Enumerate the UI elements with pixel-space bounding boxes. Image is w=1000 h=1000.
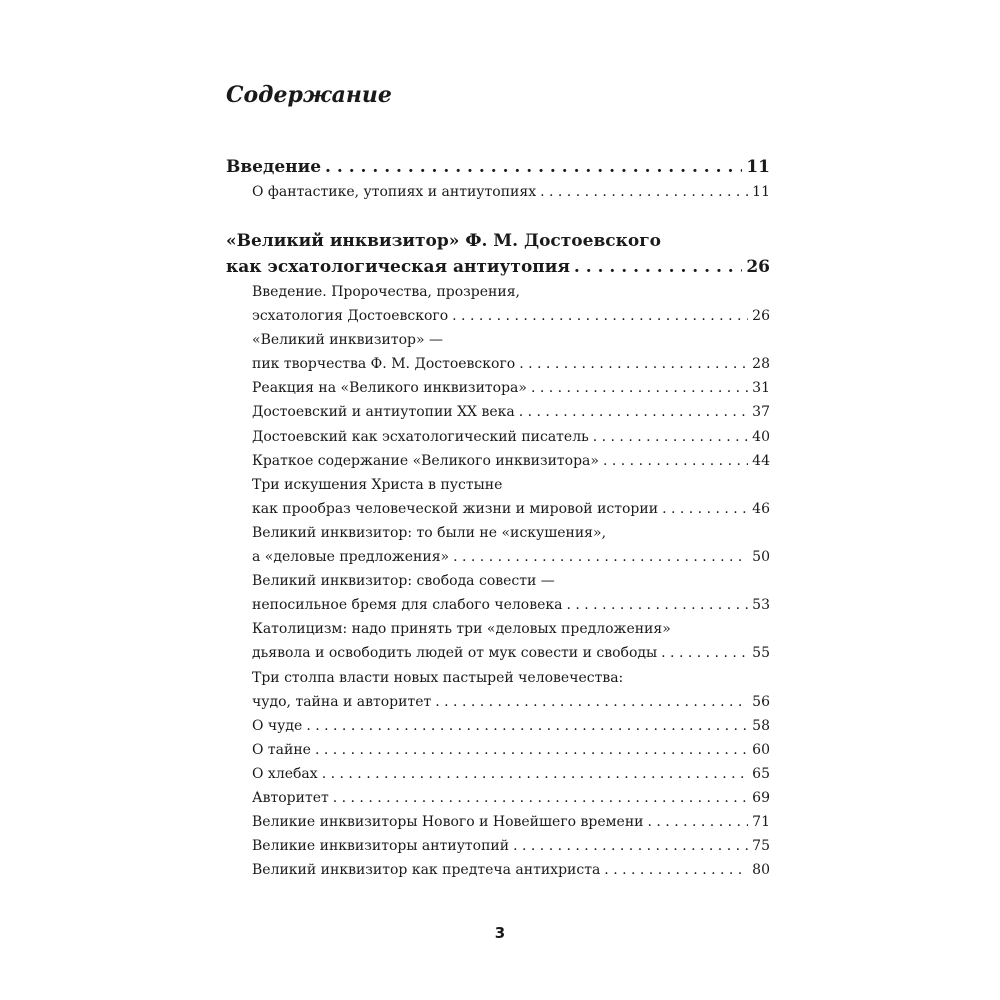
toc-entry-page: 60 — [752, 741, 770, 758]
toc-entry[interactable] — [226, 400, 770, 424]
toc-entry[interactable] — [226, 714, 770, 738]
toc-entry-title: Введение — [226, 157, 322, 177]
toc-entry-page: 69 — [752, 789, 770, 806]
toc-entry-page: 75 — [752, 838, 770, 855]
toc-entry-line1: Великий инквизитор: свобода совести — — [252, 573, 555, 590]
leader-dots — [661, 641, 748, 665]
toc-entry-title: эсхатология Достоевского — [252, 308, 449, 325]
toc-entry-page: 71 — [752, 814, 770, 831]
toc-entry-page: 11 — [752, 184, 770, 200]
leader-dots — [662, 497, 748, 521]
toc-entry-page: 28 — [752, 356, 770, 373]
toc-entry-page: 37 — [752, 404, 770, 421]
leader-dots — [315, 738, 748, 762]
toc-entry-page: 55 — [752, 645, 770, 662]
toc-entry-page: 80 — [752, 862, 770, 879]
toc-entry-page: 53 — [752, 597, 770, 614]
leader-dots — [452, 304, 748, 328]
toc-entry-page: 65 — [752, 765, 770, 782]
toc-entry-title: Краткое содержание «Великого инквизитора» — [252, 452, 599, 469]
toc-entry-line1: Католицизм: надо принять три «деловых предложения» — [252, 621, 671, 638]
toc-section-introduction — [226, 154, 770, 204]
toc-entry-title: О чуде — [252, 717, 303, 734]
leader-dots — [540, 180, 748, 204]
toc-entry[interactable] — [226, 425, 770, 449]
leader-dots — [513, 834, 748, 858]
toc-entry[interactable] — [226, 352, 770, 376]
leader-dots — [325, 154, 742, 180]
toc-entry-title: непосильное бремя для слабого человека — [252, 597, 563, 614]
toc-entry-title: как прообраз человеческой жизни и мировой истории — [252, 500, 659, 517]
toc-entry-title: чудо, тайна и авторитет — [252, 693, 432, 710]
toc-entry[interactable] — [226, 154, 770, 180]
toc-entry-page: 11 — [746, 157, 770, 177]
toc-entry-title: дьявола и освободить людей от мук совести и свободы — [252, 645, 658, 662]
toc-entry-page: 31 — [752, 380, 770, 397]
toc-entry-title: Достоевский как эсхатологический писатель — [252, 428, 589, 445]
toc-entry-title: О тайне — [252, 741, 311, 758]
toc-entry-title: Авторитет — [252, 789, 329, 806]
toc-entry[interactable] — [226, 376, 770, 400]
toc-entry-title: пик творчества Ф. М. Достоевского — [252, 356, 516, 373]
toc-entry[interactable] — [226, 810, 770, 834]
toc-entry-title: Достоевский и антиутопии XX века — [252, 404, 515, 421]
toc-entry[interactable] — [226, 641, 770, 665]
table-of-contents — [226, 154, 770, 882]
toc-entry-title: Великие инквизиторы Нового и Новейшего времени — [252, 814, 644, 831]
toc-entry-line1: Великий инквизитор: то были не «искушения», — [252, 524, 607, 541]
toc-entry[interactable] — [226, 180, 770, 204]
leader-dots — [333, 786, 748, 810]
toc-entry-page: 50 — [752, 549, 770, 566]
toc-entry-page: 26 — [752, 308, 770, 325]
toc-entry-page: 46 — [752, 500, 770, 517]
toc-entry-title: О хлебах — [252, 765, 318, 782]
toc-entry[interactable] — [226, 858, 770, 882]
leader-dots — [604, 858, 748, 882]
toc-entry[interactable] — [226, 738, 770, 762]
toc-entry-title: Реакция на «Великого инквизитора» — [252, 380, 527, 397]
toc-entry-title: Великие инквизиторы антиутопий — [252, 838, 510, 855]
toc-entry-title: как эсхатологическая антиутопия — [226, 257, 570, 277]
leader-dots — [306, 714, 748, 738]
toc-entry-page: 58 — [752, 717, 770, 734]
toc-entry-page: 56 — [752, 693, 770, 710]
toc-entry[interactable] — [226, 786, 770, 810]
toc-entry[interactable] — [226, 545, 770, 569]
leader-dots — [519, 400, 748, 424]
leader-dots — [593, 425, 748, 449]
toc-entry[interactable] — [226, 593, 770, 617]
toc-entry-line1: Три искушения Христа в пустыне — [252, 476, 503, 493]
toc-entry-title: О фантастике, утопиях и антиутопиях — [252, 184, 537, 200]
leader-dots — [435, 690, 748, 714]
leader-dots — [574, 254, 742, 280]
toc-entry-title: Великий инквизитор как предтеча антихриста — [252, 862, 601, 879]
toc-entry-page: 26 — [746, 257, 770, 277]
leader-dots — [648, 810, 749, 834]
toc-entry[interactable] — [226, 254, 770, 280]
toc-entry-line1: Три столпа власти новых пастырей человечества: — [252, 669, 624, 686]
leader-dots — [453, 545, 748, 569]
toc-entry-line1: «Великий инквизитор» — — [252, 332, 443, 349]
toc-entry-line1: Введение. Пророчества, прозрения, — [252, 284, 521, 300]
leader-dots — [519, 352, 748, 376]
toc-entry[interactable] — [226, 449, 770, 473]
toc-entry[interactable] — [226, 497, 770, 521]
toc-entry[interactable] — [226, 304, 770, 328]
leader-dots — [566, 593, 748, 617]
toc-entry-page: 44 — [752, 452, 770, 469]
toc-heading: Содержание — [226, 82, 392, 108]
page-number: 3 — [494, 924, 506, 942]
toc-section-chapter — [226, 228, 770, 882]
toc-entry-title: а «деловые предложения» — [252, 549, 450, 566]
leader-dots — [531, 376, 748, 400]
leader-dots — [322, 762, 748, 786]
toc-chapter-title-line1: «Великий инквизитор» Ф. М. Достоевского — [226, 231, 661, 251]
toc-entry[interactable] — [226, 690, 770, 714]
leader-dots — [603, 449, 748, 473]
toc-entry-page: 40 — [752, 428, 770, 445]
toc-entry[interactable] — [226, 834, 770, 858]
toc-entry[interactable] — [226, 762, 770, 786]
